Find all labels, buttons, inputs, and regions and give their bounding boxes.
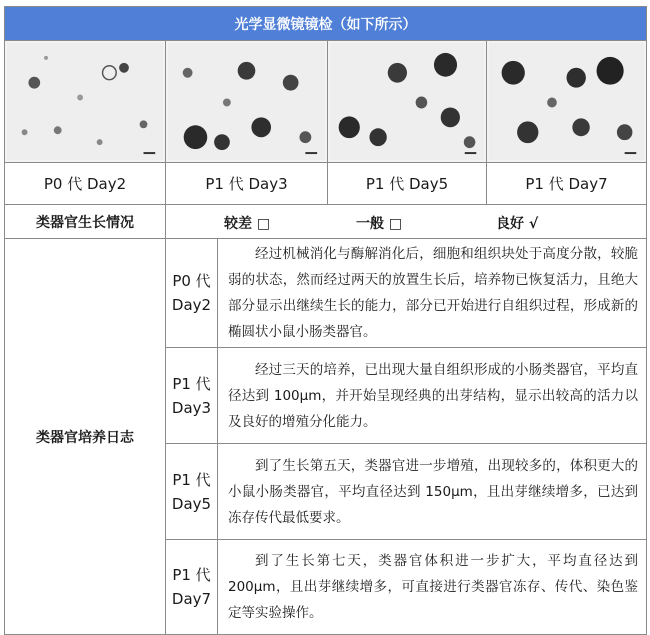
- stage-passage: P1 代: [172, 566, 211, 584]
- growth-option-fair: 一般 □: [356, 216, 403, 232]
- stage-cell: [166, 348, 218, 444]
- stage-cell: [166, 540, 218, 635]
- growth-options: [166, 205, 647, 239]
- microscopy-report-table: [4, 6, 647, 635]
- caption-p1-day5: P1 代 Day5: [328, 163, 487, 205]
- stage-day: Day2: [171, 296, 212, 314]
- culture-log-label: 类器官培养日志: [5, 239, 166, 635]
- log-entry-text: 到了生长第七天，类器官体积进一步扩大，平均直径达到 200μm，且出芽继续增多，可直接进行类器官冻存、传代、染色鉴定等实验操作。: [218, 540, 647, 635]
- stage-passage: P0 代: [172, 272, 211, 290]
- growth-option-poor: 较差 □: [224, 216, 271, 232]
- stage-cell: [166, 239, 218, 348]
- log-entry-text: 到了生长第五天，类器官进一步增殖，出现较多的，体积更大的小鼠小肠类器官，平均直径达到 150μm，且出芽继续增多，已达到冻存传代最低要求。: [218, 444, 647, 540]
- caption-p0-day2: P0 代 Day2: [5, 163, 166, 205]
- growth-label: 类器官生长情况: [5, 205, 166, 239]
- log-entry-text: 经过机械消化与酶解消化后，细胞和组织块处于高度分散，较脆弱的状态，然而经过两天的放置生长后，培养物已恢复活力，且绝大部分显示出继续生长的能力，部分已开始进行自组织过程，形成新的椭圆状小鼠小肠类器官。: [218, 239, 647, 348]
- stage-passage: P1 代: [172, 470, 211, 489]
- stage-day: Day7: [171, 590, 212, 608]
- micrograph-p1-day3: [166, 41, 328, 163]
- micrograph-p1-day5: [328, 41, 487, 163]
- log-entry-text: 经过三天的培养，已出现大量自组织形成的小肠类器官，平均直径达到 100μm，并开始呈现经典的出芽结构，显示出较高的活力以及良好的增殖分化能力。: [218, 348, 647, 444]
- stage-cell: [166, 444, 218, 540]
- caption-p1-day3: P1 代 Day3: [166, 163, 328, 205]
- stage-day: Day5: [171, 494, 212, 513]
- stage-day: Day3: [171, 398, 212, 417]
- table-title: 光学显微镜镜检（如下所示）: [5, 7, 647, 41]
- micrograph-p0-day2: [5, 41, 166, 163]
- micrograph-p1-day7: [487, 41, 647, 163]
- stage-passage: P1 代: [172, 374, 211, 393]
- caption-p1-day7: P1 代 Day7: [487, 163, 647, 205]
- growth-option-good: 良好 √: [496, 216, 539, 232]
